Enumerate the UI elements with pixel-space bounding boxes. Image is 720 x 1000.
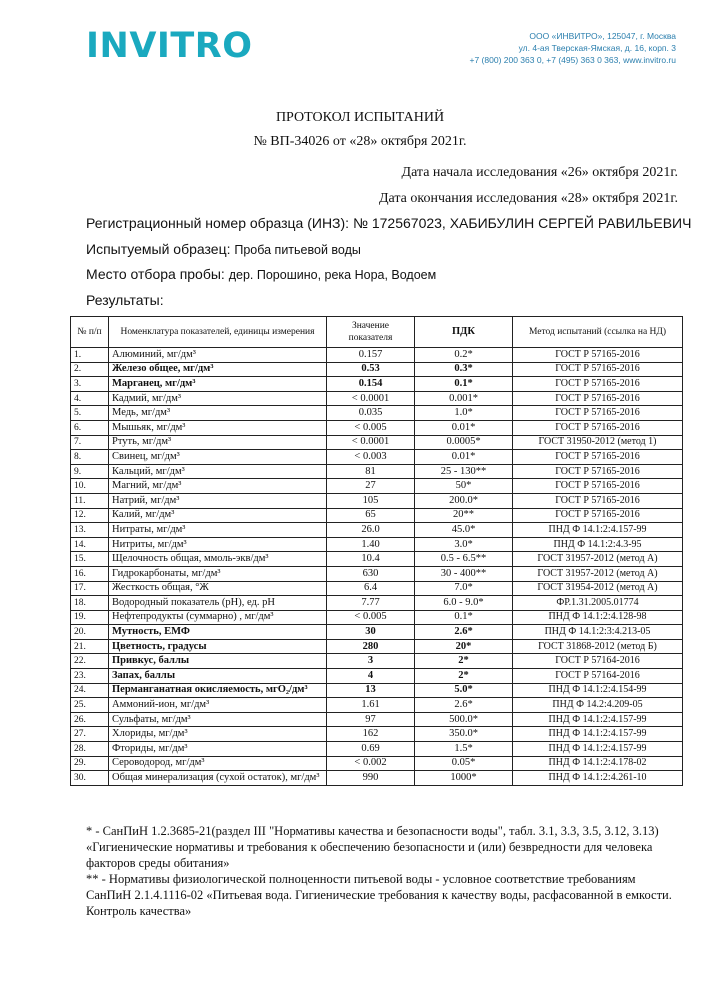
row-method: ГОСТ 31954-2012 (метод А) xyxy=(513,581,683,596)
row-name: Мутность, ЕМФ xyxy=(109,625,327,640)
row-pdk: 0.1* xyxy=(415,610,513,625)
table-row xyxy=(71,654,683,669)
table-row xyxy=(71,669,683,684)
registration-label: Регистрационный номер образца (ИНЗ): xyxy=(86,215,353,231)
table-row xyxy=(71,523,683,538)
row-number: 13. xyxy=(71,523,109,538)
table-row xyxy=(71,698,683,713)
row-name: Запах, баллы xyxy=(109,669,327,684)
row-name: Хлориды, мг/дм³ xyxy=(109,727,327,742)
row-pdk: 20* xyxy=(415,639,513,654)
footnote-2: ** - Нормативы физиологической полноценности питьевой воды - условное соответствие требованиям СанПиН 2.1.4.1116-02 «Питьевая вода. Гигиенические требования к качеству воды, расфасованной в емкости. Контроль качества» xyxy=(86,872,672,918)
row-number: 26. xyxy=(71,712,109,727)
row-name: Общая минерализация (сухой остаток), мг/дм³ xyxy=(109,771,327,786)
row-value: 6.4 xyxy=(327,581,415,596)
row-method: ГОСТ Р 57165-2016 xyxy=(513,450,683,465)
row-name: Кадмий, мг/дм³ xyxy=(109,391,327,406)
table-row xyxy=(71,581,683,596)
row-value: 0.53 xyxy=(327,362,415,377)
row-name: Алюминий, мг/дм³ xyxy=(109,348,327,363)
row-name: Ртуть, мг/дм³ xyxy=(109,435,327,450)
row-pdk: 20** xyxy=(415,508,513,523)
row-number: 10. xyxy=(71,479,109,494)
row-number: 4. xyxy=(71,391,109,406)
table-row xyxy=(71,348,683,363)
row-pdk: 350.0* xyxy=(415,727,513,742)
row-value: 27 xyxy=(327,479,415,494)
row-value: < 0.0001 xyxy=(327,391,415,406)
row-number: 19. xyxy=(71,610,109,625)
row-number: 5. xyxy=(71,406,109,421)
row-value: < 0.0001 xyxy=(327,435,415,450)
header-name: Номенклатура показателей, единицы измерения xyxy=(109,317,327,348)
row-name: Магний, мг/дм³ xyxy=(109,479,327,494)
row-name: Цветность, градусы xyxy=(109,639,327,654)
table-row xyxy=(71,552,683,567)
row-value: < 0.002 xyxy=(327,756,415,771)
row-pdk: 0.3* xyxy=(415,362,513,377)
row-number: 11. xyxy=(71,493,109,508)
row-number: 29. xyxy=(71,756,109,771)
row-value: 0.69 xyxy=(327,742,415,757)
row-value: 81 xyxy=(327,464,415,479)
row-name: Щелочность общая, ммоль-экв/дм³ xyxy=(109,552,327,567)
table-row xyxy=(71,639,683,654)
table-row xyxy=(71,771,683,786)
row-method: ГОСТ Р 57165-2016 xyxy=(513,508,683,523)
row-name: Мышьяк, мг/дм³ xyxy=(109,420,327,435)
row-method: ПНД Ф 14.2:4.209-05 xyxy=(513,698,683,713)
row-name: Нитриты, мг/дм³ xyxy=(109,537,327,552)
row-number: 8. xyxy=(71,450,109,465)
place-label: Место отбора пробы: xyxy=(86,266,229,282)
company-info xyxy=(376,30,676,66)
row-number: 3. xyxy=(71,377,109,392)
row-number: 6. xyxy=(71,420,109,435)
row-name: Свинец, мг/дм³ xyxy=(109,450,327,465)
row-value: < 0.003 xyxy=(327,450,415,465)
row-pdk: 7.0* xyxy=(415,581,513,596)
row-value: < 0.005 xyxy=(327,420,415,435)
row-number: 14. xyxy=(71,537,109,552)
row-name: Привкус, баллы xyxy=(109,654,327,669)
row-pdk: 1.5* xyxy=(415,742,513,757)
row-method: ГОСТ Р 57165-2016 xyxy=(513,362,683,377)
row-pdk: 2* xyxy=(415,669,513,684)
row-value: 630 xyxy=(327,566,415,581)
end-date: Дата окончания исследования «28» октября 2021г. xyxy=(378,191,678,206)
table-row xyxy=(71,508,683,523)
row-name: Нитраты, мг/дм³ xyxy=(109,523,327,538)
footnotes xyxy=(86,823,676,919)
row-number: 12. xyxy=(71,508,109,523)
start-date: Дата начала исследования «26» октября 2021г. xyxy=(401,165,678,180)
row-name: Сероводород, мг/дм³ xyxy=(109,756,327,771)
row-pdk: 45.0* xyxy=(415,523,513,538)
sample-value: Проба питьевой воды xyxy=(234,243,361,257)
table-row xyxy=(71,566,683,581)
row-value: 990 xyxy=(327,771,415,786)
row-pdk: 200.0* xyxy=(415,493,513,508)
row-number: 25. xyxy=(71,698,109,713)
row-pdk: 3.0* xyxy=(415,537,513,552)
place-value: дер. Порошино, река Нора, Водоем xyxy=(228,268,437,282)
row-method: ГОСТ Р 57165-2016 xyxy=(513,493,683,508)
results-table xyxy=(70,316,683,786)
row-pdk: 30 - 400** xyxy=(415,566,513,581)
company-address-line: ул. 4-ая Тверская-Ямская, д. 16, корп. 3 xyxy=(518,43,676,53)
table-row xyxy=(71,712,683,727)
row-value: 97 xyxy=(327,712,415,727)
row-number: 16. xyxy=(71,566,109,581)
row-pdk: 1.0* xyxy=(415,406,513,421)
row-value: 105 xyxy=(327,493,415,508)
row-number: 30. xyxy=(71,771,109,786)
row-value: 7.77 xyxy=(327,596,415,611)
row-name: Аммоний-ион, мг/дм³ xyxy=(109,698,327,713)
row-name: Нефтепродукты (суммарно) , мг/дм³ xyxy=(109,610,327,625)
table-row xyxy=(71,596,683,611)
row-pdk: 1000* xyxy=(415,771,513,786)
table-header-row xyxy=(71,317,683,348)
row-method: ПНД Ф 14.1:2:4.3-95 xyxy=(513,537,683,552)
table-row xyxy=(71,610,683,625)
row-name: Медь, мг/дм³ xyxy=(109,406,327,421)
row-name: Калий, мг/дм³ xyxy=(109,508,327,523)
row-name: Водородный показатель (pH), ед. pH xyxy=(109,596,327,611)
row-method: ГОСТ 31957-2012 (метод А) xyxy=(513,552,683,567)
table-row xyxy=(71,479,683,494)
row-name: Кальций, мг/дм³ xyxy=(109,464,327,479)
row-value: 65 xyxy=(327,508,415,523)
row-value: 4 xyxy=(327,669,415,684)
row-value: 0.035 xyxy=(327,406,415,421)
company-contacts-line: +7 (800) 200 363 0, +7 (495) 363 0 363, www.invitro.ru xyxy=(469,55,676,65)
row-value: 10.4 xyxy=(327,552,415,567)
protocol-number: № ВП-34026 от «28» октября 2021г. xyxy=(253,134,467,149)
header-num: № п/п xyxy=(71,317,109,348)
row-pdk: 500.0* xyxy=(415,712,513,727)
row-method: ГОСТ Р 57165-2016 xyxy=(513,479,683,494)
table-row xyxy=(71,406,683,421)
row-method: ГОСТ Р 57164-2016 xyxy=(513,669,683,684)
sample-line xyxy=(86,241,361,257)
row-name: Железо общее, мг/дм³ xyxy=(109,362,327,377)
row-pdk: 25 - 130** xyxy=(415,464,513,479)
row-method: ФР.1.31.2005.01774 xyxy=(513,596,683,611)
row-number: 18. xyxy=(71,596,109,611)
header-pdk: ПДК xyxy=(415,317,513,348)
row-method: ГОСТ Р 57165-2016 xyxy=(513,391,683,406)
row-method: ПНД Ф 14.1:2:4.157-99 xyxy=(513,727,683,742)
row-value: 26.0 xyxy=(327,523,415,538)
row-number: 21. xyxy=(71,639,109,654)
table-row xyxy=(71,377,683,392)
row-number: 2. xyxy=(71,362,109,377)
row-number: 27. xyxy=(71,727,109,742)
row-pdk: 0.2* xyxy=(415,348,513,363)
table-row xyxy=(71,464,683,479)
row-name: Натрий, мг/дм³ xyxy=(109,493,327,508)
row-name: Фториды, мг/дм³ xyxy=(109,742,327,757)
row-number: 22. xyxy=(71,654,109,669)
row-value: 162 xyxy=(327,727,415,742)
table-row xyxy=(71,537,683,552)
row-value: 3 xyxy=(327,654,415,669)
table-row xyxy=(71,391,683,406)
row-pdk: 0.001* xyxy=(415,391,513,406)
place-line xyxy=(86,266,436,282)
table-row xyxy=(71,493,683,508)
row-pdk: 50* xyxy=(415,479,513,494)
row-method: ГОСТ Р 57165-2016 xyxy=(513,348,683,363)
row-value: 13 xyxy=(327,683,415,698)
results-label: Результаты: xyxy=(86,292,164,308)
row-number: 7. xyxy=(71,435,109,450)
table-row xyxy=(71,420,683,435)
table-row xyxy=(71,727,683,742)
row-pdk: 0.0005* xyxy=(415,435,513,450)
table-row xyxy=(71,756,683,771)
row-method: ПНД Ф 14.1:2:4.154-99 xyxy=(513,683,683,698)
row-number: 28. xyxy=(71,742,109,757)
row-number: 23. xyxy=(71,669,109,684)
row-value: 0.157 xyxy=(327,348,415,363)
row-pdk: 2.6* xyxy=(415,698,513,713)
row-method: ГОСТ Р 57165-2016 xyxy=(513,420,683,435)
row-pdk: 0.1* xyxy=(415,377,513,392)
row-number: 9. xyxy=(71,464,109,479)
row-method: ПНД Ф 14.1:2:4.128-98 xyxy=(513,610,683,625)
row-value: 1.61 xyxy=(327,698,415,713)
row-method: ГОСТ Р 57165-2016 xyxy=(513,406,683,421)
row-method: ПНД Ф 14.1:2:4.157-99 xyxy=(513,523,683,538)
row-pdk: 0.05* xyxy=(415,756,513,771)
row-pdk: 0.01* xyxy=(415,420,513,435)
table-row xyxy=(71,683,683,698)
registration-value: № 172567023, ХАБИБУЛИН СЕРГЕЙ РАВИЛЬЕВИЧ xyxy=(352,215,692,231)
row-value: 0.154 xyxy=(327,377,415,392)
row-pdk: 0.5 - 6.5** xyxy=(415,552,513,567)
row-name: Гидрокарбонаты, мг/дм³ xyxy=(109,566,327,581)
row-name: Перманганатная окисляемость, мгO₂/дм³ xyxy=(109,683,327,698)
row-name: Марганец, мг/дм³ xyxy=(109,377,327,392)
row-number: 15. xyxy=(71,552,109,567)
table-row xyxy=(71,435,683,450)
row-method: ГОСТ 31950-2012 (метод 1) xyxy=(513,435,683,450)
row-number: 24. xyxy=(71,683,109,698)
row-name: Жесткость общая, °Ж xyxy=(109,581,327,596)
row-method: ПНД Ф 14.1:2:4.157-99 xyxy=(513,712,683,727)
row-number: 1. xyxy=(71,348,109,363)
row-number: 17. xyxy=(71,581,109,596)
sample-label: Испытуемый образец: xyxy=(86,241,235,257)
table-row xyxy=(71,625,683,640)
row-method: ПНД Ф 14.1:2:4.157-99 xyxy=(513,742,683,757)
registration-line xyxy=(86,215,691,231)
table-row xyxy=(71,742,683,757)
row-value: 1.40 xyxy=(327,537,415,552)
row-pdk: 2* xyxy=(415,654,513,669)
header-value: Значение показателя xyxy=(327,317,415,348)
company-name-line: ООО «ИНВИТРО», 125047, г. Москва xyxy=(529,31,676,41)
row-method: ГОСТ Р 57165-2016 xyxy=(513,377,683,392)
row-method: ГОСТ Р 57165-2016 xyxy=(513,464,683,479)
header-method: Метод испытаний (ссылка на НД) xyxy=(513,317,683,348)
row-name: Сульфаты, мг/дм³ xyxy=(109,712,327,727)
row-value: 30 xyxy=(327,625,415,640)
row-method: ГОСТ 31868-2012 (метод Б) xyxy=(513,639,683,654)
row-pdk: 5.0* xyxy=(415,683,513,698)
row-number: 20. xyxy=(71,625,109,640)
table-row xyxy=(71,450,683,465)
row-pdk: 2.6* xyxy=(415,625,513,640)
footnote-1: * - СанПиН 1.2.3685-21(раздел III "Нормативы качества и безопасности воды", табл. 3.1, 3.3, 3.5, 3.12, 3.13) «Гигиенические нормативы и требования к обеспечению безопасности и (или) безвредности для человека факторов среды обитания» xyxy=(86,824,659,870)
table-row xyxy=(71,362,683,377)
row-method: ПНД Ф 14.1:2:4.178-02 xyxy=(513,756,683,771)
row-method: ПНД Ф 14.1:2:3:4.213-05 xyxy=(513,625,683,640)
row-method: ГОСТ Р 57164-2016 xyxy=(513,654,683,669)
protocol-title: ПРОТОКОЛ ИСПЫТАНИЙ xyxy=(275,110,445,125)
invitro-logo: INVITRO xyxy=(86,26,253,66)
row-pdk: 6.0 - 9.0* xyxy=(415,596,513,611)
row-pdk: 0.01* xyxy=(415,450,513,465)
row-value: < 0.005 xyxy=(327,610,415,625)
row-value: 280 xyxy=(327,639,415,654)
row-method: ГОСТ 31957-2012 (метод А) xyxy=(513,566,683,581)
row-method: ПНД Ф 14.1:2:4.261-10 xyxy=(513,771,683,786)
